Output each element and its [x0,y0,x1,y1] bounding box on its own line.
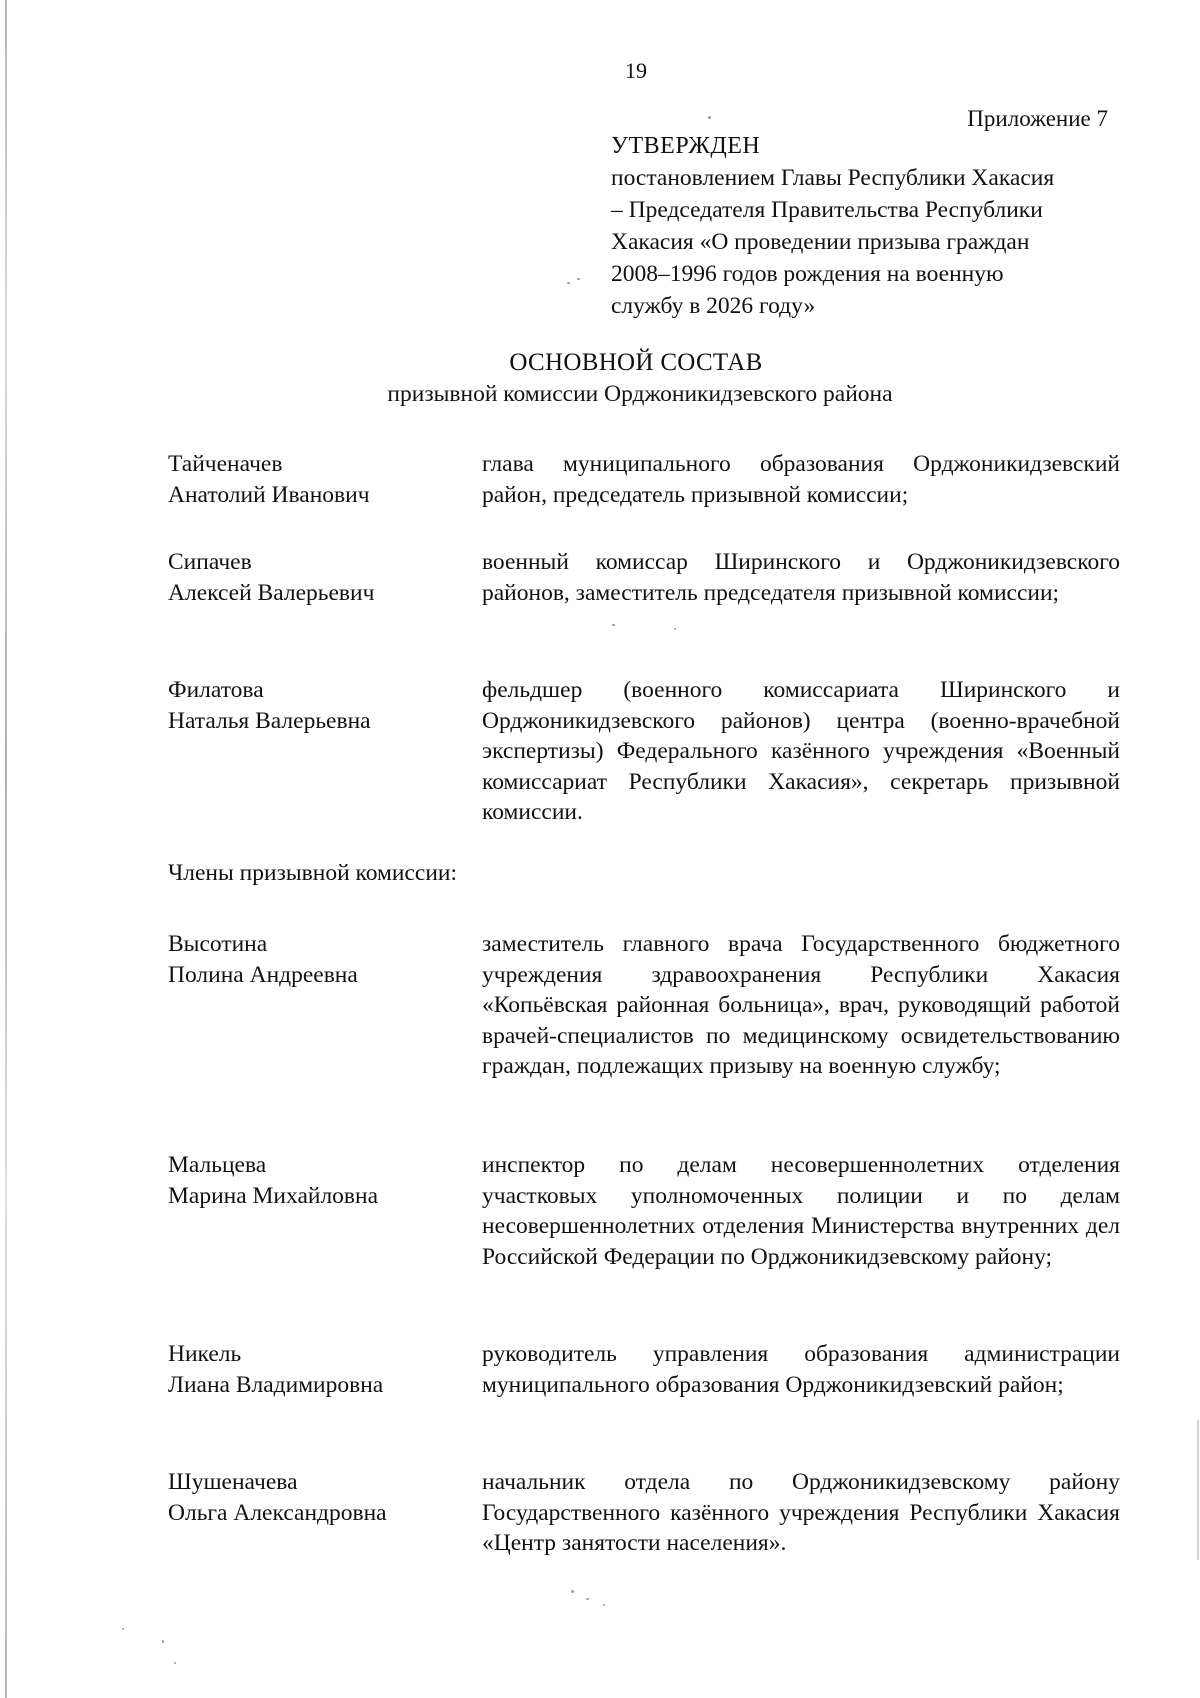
approval-heading: УТВЕРЖДЕН [611,133,761,159]
person-name [168,1467,458,1528]
scan-speck [571,1590,574,1593]
person-surname: Никель [168,1341,242,1367]
person-name [168,929,458,990]
person-surname: Филатова [168,677,264,703]
appendix-label: Приложение 7 [967,106,1108,131]
person-given-name: Ольга Александровна [168,1499,387,1526]
person-role: руководитель управления образования администрации муниципального образования Орджоникидзевский район; [482,1341,1120,1398]
scan-speck [603,1604,605,1606]
scan-speck [162,1640,164,1643]
scan-edge-left [5,0,7,1698]
person-role: глава муниципального образования Орджоникидзевский район, председатель призывной комиссии; [482,451,1120,508]
scan-speck [674,628,676,630]
scan-speck [708,116,711,119]
approval-line: постановлением Главы Республики Хакасия [611,165,1055,191]
scan-speck [612,624,615,626]
scan-speck [586,1598,589,1600]
person-surname: Тайченачев [168,451,283,477]
person-given-name: Лиана Владимировна [168,1371,384,1398]
scan-edge-right [1197,1420,1199,1560]
person-given-name: Анатолий Иванович [168,481,370,508]
person-name [168,1339,458,1400]
scan-speck [577,278,580,280]
person-surname: Сипачев [168,549,252,575]
person-given-name: Алексей Валерьевич [168,579,375,606]
document-title: ОСНОВНОЙ СОСТАВ [509,349,763,376]
page-number: 19 [625,58,647,83]
approval-line: – Председателя Правительства Республики [611,197,1043,223]
members-heading: Члены призывной комиссии: [168,860,458,886]
approval-line: службу в 2026 году» [611,293,816,319]
person-role: инспектор по делам несовершеннолетних отделения участковых уполномоченных полиции и по делам несовершеннолетних отделения Министерства внутренних дел Российской Федерации по Орджоникидзевскому району; [482,1152,1120,1270]
approval-line: Хакасия «О проведении призыва граждан [611,229,1030,255]
person-surname: Мальцева [168,1152,267,1178]
person-name [168,547,458,608]
person-name [168,675,458,736]
scan-speck [122,1628,124,1630]
person-role: заместитель главного врача Государственного бюджетного учреждения здравоохранения Республики Хакасия «Копьёвская районная больница», врач, руководящий работой врачей-специалистов по медицинскому освидетельствованию граждан, подлежащих призыву на военную службу; [482,931,1120,1079]
document-subtitle: призывной комиссии Орджоникидзевского района [387,381,893,407]
person-role: военный комиссар Ширинского и Орджоникидзевского районов, заместитель председателя призывной комиссии; [482,549,1120,606]
person-name [168,449,458,510]
scan-speck [567,282,570,284]
person-name [168,1150,458,1211]
person-given-name: Наталья Валерьевна [168,707,371,734]
person-given-name: Марина Михайловна [168,1182,379,1209]
person-role: фельдшер (военного комиссариата Ширинского и Орджоникидзевского районов) центра (военно-врачебной экспертизы) Федерального казённого учреждения «Военный комиссариат Республики Хакасия», секретарь призывной комиссии. [482,677,1120,825]
person-surname: Шушеначева [168,1469,298,1495]
person-given-name: Полина Андреевна [168,961,358,988]
person-role: начальник отдела по Орджоникидзевскому району Государственного казённого учреждения Республики Хакасия «Центр занятости населения». [482,1469,1120,1556]
approval-block [611,130,1111,322]
person-surname: Высотина [168,931,268,957]
scan-speck [174,1662,176,1664]
approval-line: 2008–1996 годов рождения на военную [611,261,1004,287]
